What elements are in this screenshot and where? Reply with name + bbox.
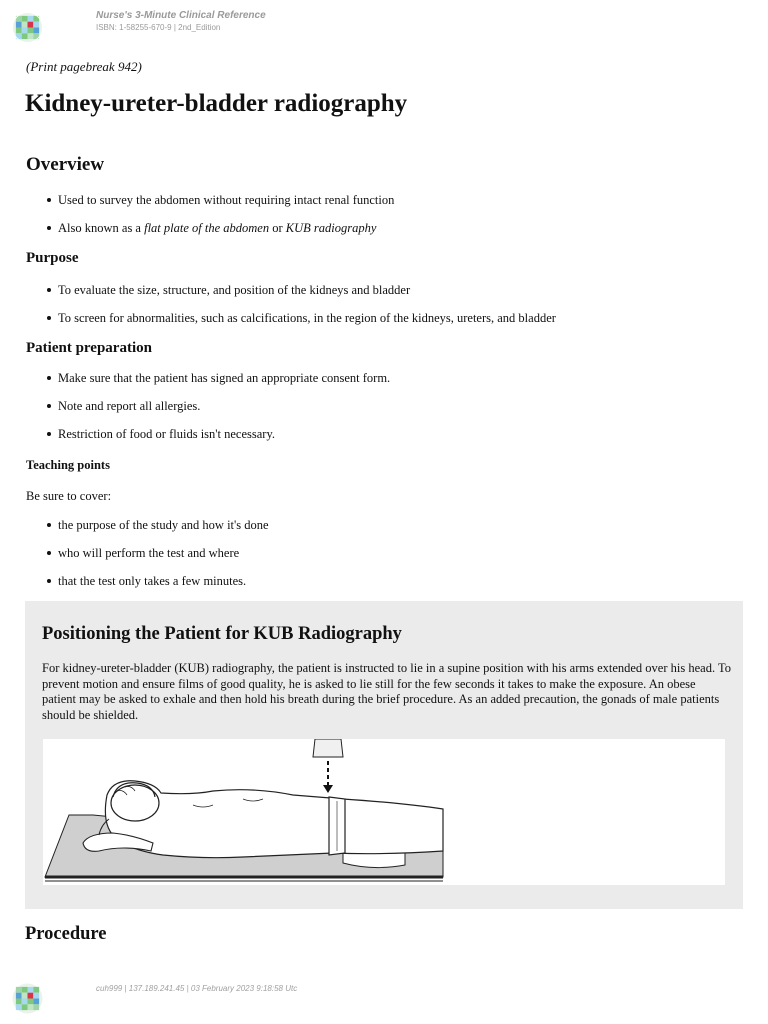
purpose-heading: Purpose <box>26 250 79 266</box>
publisher-logo-icon <box>12 983 43 1014</box>
kub-positioning-drawing <box>43 739 725 885</box>
patient-positioning-illustration <box>43 739 725 885</box>
list-item: Note and report all allergies. <box>26 398 390 426</box>
access-footer: cuh999 | 137.189.241.45 | 03 February 2023 9:18:58 Utc <box>96 984 298 993</box>
list-item: To evaluate the size, structure, and position of the kidneys and bladder <box>26 282 556 310</box>
aka-term-flat-plate: flat plate of the abdomen <box>144 221 270 235</box>
overview-list <box>26 192 394 248</box>
aka-or: or <box>269 221 286 235</box>
list-item: the purpose of the study and how it's done <box>26 517 269 545</box>
document-header <box>96 10 266 33</box>
list-item <box>26 220 394 248</box>
page-break-note: (Print pagebreak 942) <box>26 59 142 74</box>
page-title: Kidney-ureter-bladder radiography <box>25 90 408 117</box>
procedure-heading: Procedure <box>25 924 107 944</box>
publisher-logo-icon <box>12 12 43 43</box>
teaching-intro: Be sure to cover: <box>26 489 112 503</box>
teaching-list <box>26 517 269 601</box>
figure-heading: Positioning the Patient for KUB Radiography <box>42 624 402 644</box>
aka-prefix: Also known as a <box>58 221 145 235</box>
list-item: who will perform the test and where <box>26 545 269 573</box>
list-item: that the test only takes a few minutes. <box>26 573 269 601</box>
overview-heading: Overview <box>26 154 105 175</box>
preparation-list <box>26 370 390 454</box>
list-item: Make sure that the patient has signed an appropriate consent form. <box>26 370 390 398</box>
book-title: Nurse's 3-Minute Clinical Reference <box>96 10 266 21</box>
teaching-points-heading: Teaching points <box>26 458 110 472</box>
list-item: Used to survey the abdomen without requiring intact renal function <box>26 192 394 220</box>
patient-preparation-heading: Patient preparation <box>26 340 152 356</box>
figure-caption-text: For kidney-ureter-bladder (KUB) radiography, the patient is instructed to lie in a supine position with his arms extended over his head. To prevent motion and ensure films of good quality, he is asked to lie still for the few seconds it takes to make the exposure. An obese patient may be asked to exhale and then hold his breath during the brief procedure. As an added precaution, the gonads of male patients should be shielded. <box>42 661 731 722</box>
aka-term-kub: KUB radiography <box>285 221 377 235</box>
purpose-list <box>26 282 556 338</box>
isbn-line: ISBN: 1-58255-670-9 | 2nd_Edition <box>96 23 221 32</box>
list-item: To screen for abnormalities, such as calcifications, in the region of the kidneys, ureters, and bladder <box>26 310 556 338</box>
list-item: Restriction of food or fluids isn't necessary. <box>26 426 390 454</box>
figure-box <box>25 601 743 909</box>
